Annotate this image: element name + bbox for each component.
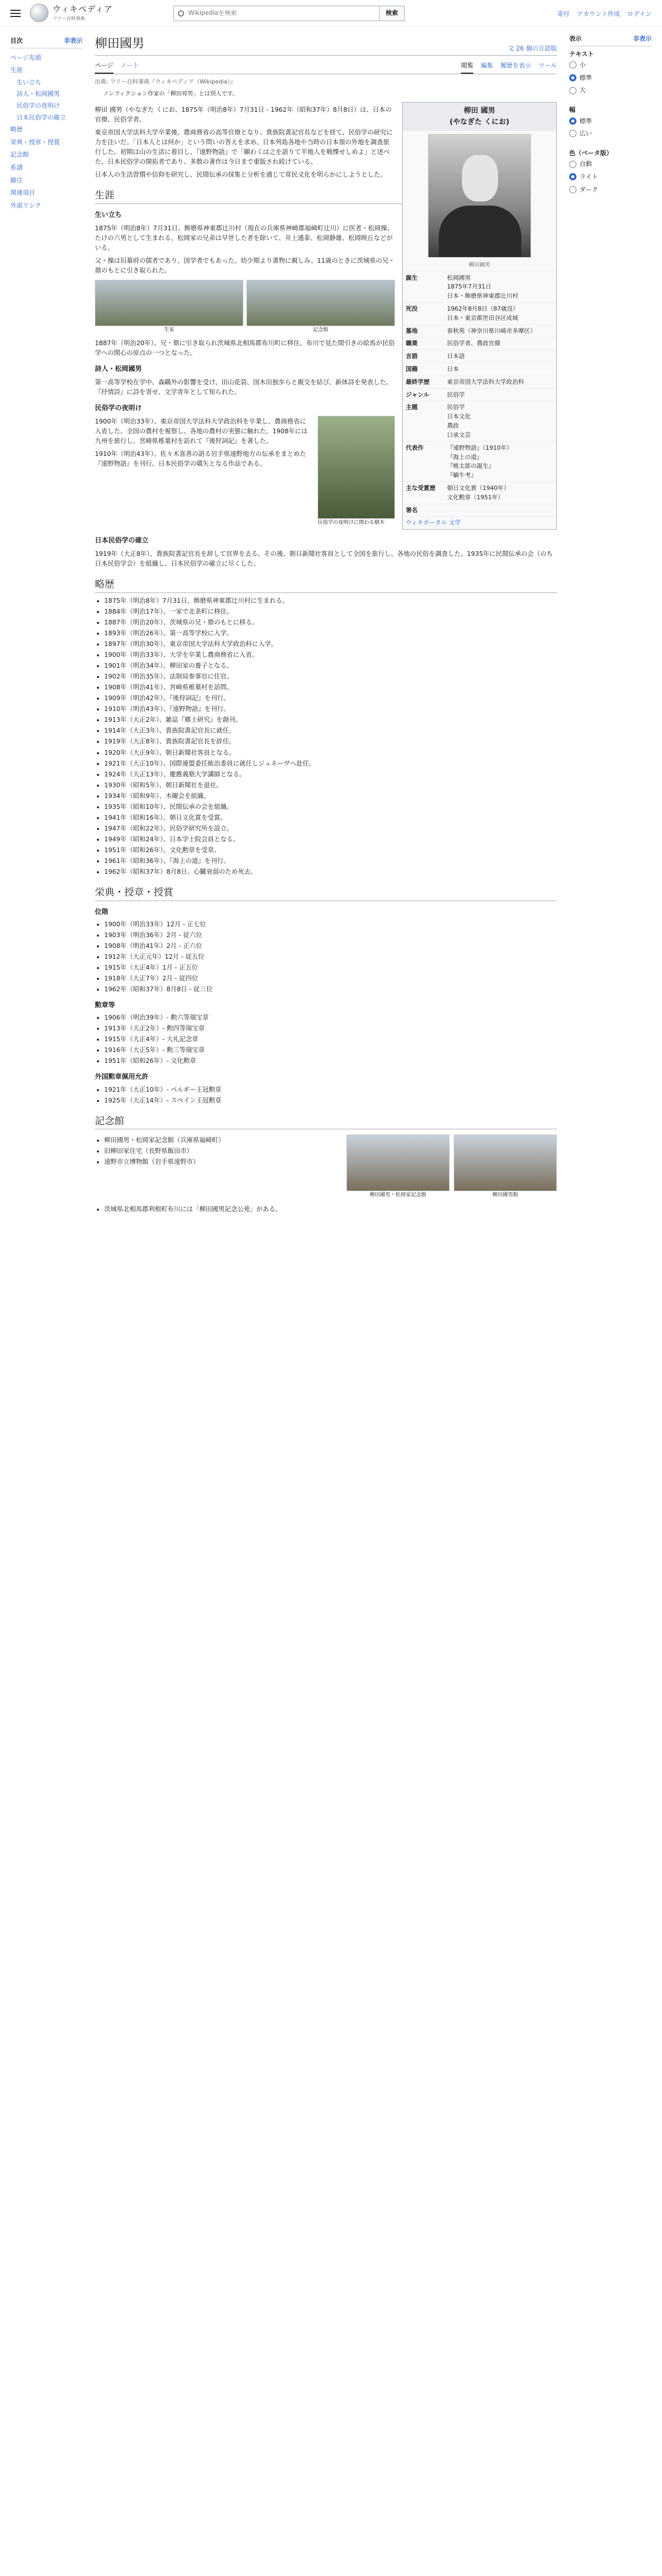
infobox-portal[interactable] bbox=[403, 516, 556, 529]
list-item: • 1906年（明治39年）- 勲六等瑞宝章 bbox=[104, 1013, 557, 1023]
portal-link[interactable]: ウィキポータル 文学 bbox=[406, 519, 461, 527]
page-tabs bbox=[95, 59, 557, 74]
infobox-key: 代表作 bbox=[406, 444, 424, 451]
intro-paragraph: 日本人の生活習慣や信仰を研究し、民間伝承の採集と分析を通じて常民文化を明らかにしようとした。 bbox=[95, 171, 387, 179]
heading-text: 詩人・松岡國男 bbox=[95, 365, 142, 373]
toc-item-museum[interactable]: 記念館 bbox=[10, 151, 29, 159]
search-input[interactable] bbox=[173, 6, 379, 21]
main-menu-icon[interactable] bbox=[10, 10, 21, 17]
museum-list bbox=[95, 1134, 342, 1199]
toc-subitem[interactable]: 詩人・松岡國男 bbox=[16, 90, 60, 98]
heading-text: 勲章等 bbox=[95, 1002, 115, 1009]
tab-read[interactable]: 閲覧 bbox=[461, 59, 473, 74]
section-heading bbox=[95, 1114, 557, 1129]
paragraph: 第一高等学校在学中、森鷗外の影響を受け、田山花袋、国木田独歩らと親交を結び、新体詩を発表した。『抒情詩』に詩を寄せ、文学青年として知られた。 bbox=[95, 378, 392, 396]
heading-text: 記念館 bbox=[95, 1115, 125, 1127]
list-item: • 1941年（昭和16年）、朝日文化賞を受賞。 bbox=[104, 813, 557, 823]
infobox-row bbox=[403, 482, 556, 504]
heading-text: 日本民俗学の確立 bbox=[95, 537, 149, 545]
toc-subitem[interactable]: 生い立ち bbox=[16, 78, 42, 86]
infobox-row bbox=[403, 401, 556, 441]
list-item: • 1893年（明治26年）、第一高等学校に入学。 bbox=[104, 629, 557, 638]
toc-item-chron[interactable]: 略歴 bbox=[10, 126, 23, 133]
user-links bbox=[557, 9, 652, 19]
list-item: • 1919年（大正8年）、貴族院書記官長を辞任。 bbox=[104, 737, 557, 747]
globe-logo-icon bbox=[30, 4, 48, 22]
infobox-title: 柳田 國男 (やなぎた くにお) bbox=[403, 103, 556, 131]
museum-block bbox=[95, 1134, 557, 1199]
paragraph: 父・操は旧幕府の儒者であり、国学者でもあった。幼少期より書物に親しみ、11歳のときに茨城県の兄・鼎のもとに引き取られた。 bbox=[95, 257, 395, 274]
search-button[interactable]: 検索 bbox=[379, 6, 405, 21]
width-option[interactable]: 標準 bbox=[569, 115, 652, 128]
list-item: • 1925年（大正14年）- スペイン王冠勲章 bbox=[104, 1096, 557, 1106]
infobox-value: 日本 bbox=[447, 365, 459, 373]
tree-caption: 民俗学の夜明けに関わる樹木 bbox=[318, 519, 385, 526]
list-item: • 1930年（昭和5年）、朝日新聞社を退社。 bbox=[104, 781, 557, 790]
site-header bbox=[0, 0, 662, 27]
create-account-link[interactable]: アカウント作成 bbox=[576, 10, 620, 18]
gallery-photo[interactable] bbox=[246, 280, 395, 334]
intro-paragraph: 柳田 國男（やなぎた くにお、1875年（明治8年）7月31日 - 1962年（昭和37年）8月8日）は、日本の官僚、民俗学者。 bbox=[95, 106, 392, 123]
toc-item-notes[interactable]: 脚注 bbox=[10, 176, 23, 184]
museum-photo[interactable] bbox=[454, 1134, 557, 1199]
infobox-value: 『遠野物語』（1910年） 『海上の道』 『桃太郎の誕生』 『蝸牛考』 bbox=[447, 444, 513, 479]
toc-sidebar bbox=[10, 27, 82, 1215]
list-item: • 1921年（大正10年）、国際連盟委任統治委員に就任しジュネーヴへ赴任。 bbox=[104, 759, 557, 769]
infobox-row bbox=[403, 337, 556, 350]
infobox-value: 東京帝国大学法科大学政治科 bbox=[447, 378, 524, 385]
text-size-option[interactable]: 小 bbox=[569, 59, 652, 72]
infobox-row bbox=[403, 388, 556, 401]
list-item: • 1901年（明治34年）、柳田家の養子となる。 bbox=[104, 661, 557, 671]
list-item: • 1920年（大正9年）、朝日新聞社客員となる。 bbox=[104, 748, 557, 758]
infobox-key: 誕生 bbox=[406, 274, 418, 281]
subsection-heading bbox=[95, 536, 557, 546]
infobox-key: 最終学歴 bbox=[406, 378, 429, 385]
chronology-list bbox=[95, 596, 557, 877]
appearance-hide-button[interactable]: 非表示 bbox=[633, 35, 652, 42]
hatnote: ノンフィクション作家の「柳田邦男」とは別人です。 bbox=[103, 90, 238, 97]
toc-item-external[interactable]: 外部リンク bbox=[10, 201, 41, 209]
infobox-key: 墓地 bbox=[406, 327, 418, 334]
infobox-value: 1962年8月8日（87歳没） 日本・東京都世田谷区成城 bbox=[447, 304, 519, 321]
infobox-key: 国籍 bbox=[406, 365, 418, 373]
tab-history[interactable]: 履歴を表示 bbox=[500, 62, 532, 70]
color-option[interactable]: 自動 bbox=[569, 158, 652, 171]
infobox-key: ジャンル bbox=[406, 391, 429, 398]
tree-figure[interactable] bbox=[318, 416, 395, 527]
tab-tools[interactable]: ツール bbox=[538, 62, 557, 70]
infobox-row bbox=[403, 302, 556, 325]
gallery-photo[interactable] bbox=[95, 280, 243, 334]
toc-item-life[interactable]: 生涯 bbox=[10, 66, 23, 74]
infobox-key: 主題 bbox=[406, 403, 418, 411]
heading-text: 外国勲章佩用允許 bbox=[95, 1073, 149, 1081]
list-item: • 1935年（昭和10年）、民間伝承の会を組織。 bbox=[104, 802, 557, 812]
search-form bbox=[173, 6, 405, 21]
list-item: • 1897年（明治30年）、東京帝国大学法科大学政治科に入学。 bbox=[104, 639, 557, 649]
width-label: 幅 bbox=[569, 106, 576, 113]
paragraph: 1875年（明治8年）7月31日、飾磨県神東郡辻川村（現在の兵庫県神崎郡福崎町辻川）に医者・松岡操、たけの六男として生まれる。松岡家の兄弟は早世した者を除いて、井上通泰、松岡静雄、松岡映丘などがいる。 bbox=[95, 224, 394, 251]
infobox-value: 春秋苑（神奈川県川崎市多摩区） bbox=[447, 327, 536, 334]
list-item: • 1962年（昭和37年）8月8日、心臓衰弱のため死去。 bbox=[104, 867, 557, 877]
main-content bbox=[82, 27, 569, 1215]
infobox-value: 日本語 bbox=[447, 352, 465, 360]
infobox-row bbox=[403, 325, 556, 337]
list-item: • 1884年（明治17年）、一家で北条町に移住。 bbox=[104, 607, 557, 617]
infobox-value: 民俗学 日本文化 農政 口承文芸 bbox=[447, 403, 471, 438]
list-item: • 1962年（昭和37年）8月8日 - 従三位 bbox=[104, 985, 557, 994]
list-item: • 茨城県北相馬郡利根町布川には「柳田國男記念公苑」がある。 bbox=[104, 1205, 557, 1214]
paragraph: 1910年（明治43年）、佐々木喜善の語る岩手県遠野地方の伝承をまとめた『遠野物語』を刊行。日本民俗学の嚆矢となる作品である。 bbox=[95, 450, 306, 468]
language-button[interactable]: 文 26 個の言語版 bbox=[508, 44, 557, 52]
toc-subitem[interactable]: 日本民俗学の確立 bbox=[16, 113, 67, 121]
heading-text: 生涯 bbox=[95, 190, 115, 201]
infobox-row bbox=[403, 363, 556, 376]
toc-subitem[interactable]: 民俗学の夜明け bbox=[16, 101, 60, 109]
list-item: • 1951年（昭和26年）、文化勲章を受章。 bbox=[104, 845, 557, 855]
museum-caption: 柳田國男・松岡家記念館 bbox=[370, 1192, 426, 1198]
medal-list bbox=[95, 1013, 557, 1066]
color-label: 色（ベータ版） bbox=[569, 149, 613, 157]
toc-item-honor[interactable]: 栄典・授章・授賞 bbox=[10, 138, 60, 146]
infobox-row bbox=[403, 442, 556, 482]
list-item: • 遠野市立博物館（岩手県遠野市） bbox=[104, 1157, 342, 1167]
infobox-key: 署名 bbox=[406, 506, 418, 514]
paragraph: 1900年（明治33年）、東京帝国大学法科大学政治科を卒業し、農商務省に入省した。全国の農村を視察し、各地の農村の実態に触れた。1908年には九州を旅行し、宮崎県椎葉村を訪れて『後狩詞記』を著した。 bbox=[95, 417, 308, 445]
section-heading bbox=[95, 577, 557, 592]
portrait-image[interactable] bbox=[428, 134, 531, 258]
toc-header bbox=[10, 34, 82, 48]
photo-gallery bbox=[95, 280, 395, 334]
wiki-logo[interactable] bbox=[30, 3, 148, 23]
list-item: • 1913年（大正2年）- 勲四等瑞宝章 bbox=[104, 1024, 557, 1033]
list-item: • 1949年（昭和24年）、日本学士院会員となる。 bbox=[104, 835, 557, 844]
list-item: • 1900年（明治33年）12月 - 正七位 bbox=[104, 920, 557, 929]
list-item: • 1961年（昭和36年）、『海上の道』を刊行。 bbox=[104, 856, 557, 866]
color-option[interactable]: ダーク bbox=[569, 183, 652, 196]
heading-text: 民俗学の夜明け bbox=[95, 404, 142, 412]
list-item: • 1903年（明治36年）2月 - 従六位 bbox=[104, 930, 557, 940]
login-link[interactable]: ログイン bbox=[627, 10, 652, 18]
list-item: • 1916年（大正5年）- 勲三等瑞宝章 bbox=[104, 1045, 557, 1055]
width-option[interactable]: 広い bbox=[569, 127, 652, 140]
list-item: • 1914年（大正3年）、貴族院書記官長に就任。 bbox=[104, 726, 557, 736]
page-title: 柳田國男 bbox=[95, 36, 144, 50]
toc-hide-button[interactable]: 非表示 bbox=[63, 37, 82, 44]
intro-paragraph: 東京帝国大学法科大学卒業後、農商務省の高等官僚となり、貴族院書記官長などを経て、民俗学の研究に力を注いだ。「日本人とは何か」という問いの答えを求め、日本列島各地や当時の日本領の外地を調査旅行した。初期は山の生活に着目し、『遠野物語』で「願わくは之を語りて平地人を戦慄せしめよ」と述べた。日本民俗学の開拓者であり、多数の著作は今日まで重版され続けている。 bbox=[95, 128, 393, 166]
toc-item-lineage[interactable]: 系譜 bbox=[10, 163, 23, 171]
subsection-heading bbox=[95, 1072, 557, 1082]
subsection-heading bbox=[95, 1001, 557, 1011]
list-item: • 1900年（明治33年）、大学を卒業し農商務省に入省。 bbox=[104, 650, 557, 660]
infobox-key: 言語 bbox=[406, 352, 418, 360]
museum-photo[interactable] bbox=[346, 1134, 450, 1199]
list-item: • 1909年（明治42年）、『後狩詞記』を刊行。 bbox=[104, 693, 557, 703]
heading-text: 生い立ち bbox=[95, 211, 122, 219]
list-item: • 1947年（昭和22年）、民俗学研究所を設立。 bbox=[104, 824, 557, 834]
list-item: • 1908年（明治41年）、宮崎県椎葉村を訪問。 bbox=[104, 683, 557, 692]
infobox-value bbox=[447, 506, 553, 515]
infobox-value: 松岡國男 1875年7月31日 日本・飾磨県神東郡辻川村 bbox=[447, 274, 518, 300]
list-item: • 1934年（昭和9年）、木曜会を組織。 bbox=[104, 791, 557, 801]
list-item: • 1913年（大正2年）、雑誌『郷土研究』を創刊。 bbox=[104, 715, 557, 725]
list-item: • 1915年（大正4年）- 大礼記念章 bbox=[104, 1035, 557, 1044]
heading-text: 略歴 bbox=[95, 579, 115, 590]
article-body bbox=[95, 102, 557, 1215]
search-icon bbox=[178, 10, 184, 16]
toc-item-top[interactable]: ページ先頭 bbox=[10, 54, 41, 61]
list-item: • 1875年（明治8年）7月31日、飾磨県神東郡辻川村に生まれる。 bbox=[104, 596, 557, 606]
text-size-option[interactable]: 大 bbox=[569, 84, 652, 97]
list-item: • 1912年（大正元年）12月 - 従五位 bbox=[104, 952, 557, 962]
list-item: • 1910年（明治43年）、『遠野物語』を刊行。 bbox=[104, 704, 557, 714]
tab-edit[interactable]: 編集 bbox=[481, 62, 493, 70]
list-item: • 1915年（大正4年）1月 - 正五位 bbox=[104, 963, 557, 973]
infobox-row bbox=[403, 272, 556, 302]
infobox-key: 死没 bbox=[406, 304, 418, 312]
infobox-key: 職業 bbox=[406, 340, 418, 347]
portrait-caption: 柳田國男 bbox=[469, 262, 490, 268]
list-item: • 1921年（大正10年）- ベルギー王冠勲章 bbox=[104, 1085, 557, 1095]
infobox-row bbox=[403, 504, 556, 517]
tab-page[interactable]: ページ bbox=[95, 59, 113, 74]
subsection-heading bbox=[95, 907, 557, 918]
infobox-value: 民俗学 bbox=[447, 391, 465, 398]
section-heading bbox=[95, 885, 557, 901]
list-item: • 1902年（明治35年）、法制局参事官に任官。 bbox=[104, 672, 557, 682]
text-size-option[interactable]: 標準 bbox=[569, 72, 652, 84]
appearance-title: 表示 bbox=[569, 35, 582, 42]
list-item: • 旧柳田家住宅（長野県飯田市） bbox=[104, 1146, 342, 1156]
list-item: • 1887年（明治20年）、茨城県の兄・鼎のもとに移る。 bbox=[104, 618, 557, 628]
photo-caption: 記念館 bbox=[313, 327, 328, 333]
foreign-list bbox=[95, 1085, 557, 1106]
museum-caption: 柳田國男館 bbox=[492, 1192, 518, 1198]
list-item: • 1951年（昭和26年）- 文化勲章 bbox=[104, 1056, 557, 1066]
list-item: • 1924年（大正13年）、慶應義塾大学講師となる。 bbox=[104, 770, 557, 779]
heading-text: 栄典・授章・授賞 bbox=[95, 887, 174, 899]
infobox-key: 主な受賞歴 bbox=[406, 484, 436, 492]
infobox-value: 民俗学者、農政官僚 bbox=[447, 340, 501, 347]
search-placeholder: Wikipediaを検索 bbox=[188, 9, 237, 17]
color-option[interactable]: ライト bbox=[569, 171, 652, 183]
appearance-panel bbox=[569, 27, 652, 1215]
list-item: • 1918年（大正7年）2月 - 従四位 bbox=[104, 974, 557, 984]
photo-caption: 生家 bbox=[164, 327, 174, 333]
logo-subtitle: フリー百科事典 bbox=[53, 16, 85, 22]
heading-text: 位階 bbox=[95, 908, 109, 916]
infobox-row bbox=[403, 376, 556, 388]
toc-title: 目次 bbox=[10, 37, 23, 44]
source-line: 出典: フリー百科事典『ウィキペディア（Wikipedia）』 bbox=[95, 78, 236, 85]
appearance-header bbox=[569, 34, 652, 46]
infobox-value: 朝日文化賞（1940年） 文化勲章（1951年） bbox=[447, 484, 510, 501]
infobox-row bbox=[403, 350, 556, 363]
infobox bbox=[402, 102, 557, 530]
tab-talk[interactable]: ノート bbox=[120, 62, 139, 70]
toc-item-related[interactable]: 関連項目 bbox=[10, 189, 36, 197]
list-item: • 1908年（明治41年）2月 - 正六位 bbox=[104, 941, 557, 951]
logo-title: ウィキペディア bbox=[53, 4, 113, 14]
paragraph: 1887年（明治20年）、兄・鼎に引き取られ茨城県北相馬郡布川町に移住。布川で見た間引きの絵馬が民俗学への関心の原点の一つとなった。 bbox=[95, 339, 395, 357]
paragraph: 1919年（大正8年）、貴族院書記官長を辞して官界を去る。その後、朝日新聞社客員として全国を旅行し、各地の民俗を調査した。1935年に民間伝承の会（のち日本民俗学会）を組織し、日本民俗学の確立に尽くした。 bbox=[95, 550, 553, 568]
list-item: • 柳田國男・松岡家記念館（兵庫県福崎町） bbox=[104, 1136, 342, 1145]
text-size-label: テキスト bbox=[569, 50, 594, 58]
rank-list bbox=[95, 920, 557, 994]
donate-link[interactable]: 寄付 bbox=[557, 10, 570, 18]
